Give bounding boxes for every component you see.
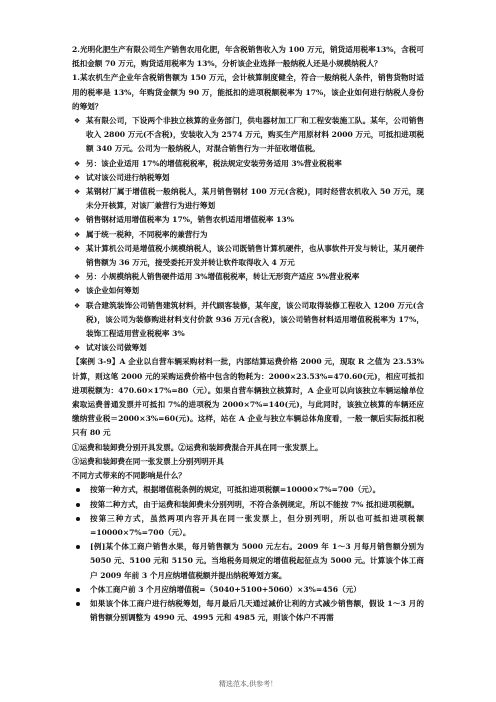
diamond-bullet-icon: ❖	[74, 301, 81, 310]
list-item: 个体工商户前 3 个月应纳增值税=（5040+5100+5060）×3%=456（元）	[72, 583, 424, 597]
diamond-bullet-icon: ❖	[74, 117, 81, 126]
list-item: ❖ 试对该公司进行纳税筹划	[72, 171, 424, 185]
list-item: ❖ 联合建筑装饰公司销售建筑材料，并代顾客装修，某年度，该公司取得装修工程收入 1200 万元(含税)，该公司为装修购进材料支付价款 936 万元(含税)，该公司销售材料适用增值税税率为 17%，装饰工程适用营业税税率 3%	[74, 300, 424, 339]
diamond-bullet-icon: ❖	[74, 159, 81, 168]
diamond-bullet-icon: ❖	[74, 216, 81, 225]
dot-bullet-icon	[76, 488, 80, 492]
dot-bullet-icon	[76, 602, 80, 606]
case-list	[72, 114, 424, 355]
list-item: 按第一种方式，根据增值税条例的规定，可抵扣进项税额=10000×7%=700（元）。	[72, 483, 424, 497]
list-item: [例]某个体工商户销售水果，每月销售额为 5000 元左右。2009 年 1～3 月每月销售额分别为 5050 元、5100 元和 5150 元。当地税务局规定的增值税起征点为 5000 元。计算该个体工商户 2009 年前 3 个月应纳增值税额并提出纳税筹划方案。	[72, 540, 424, 583]
list-item: ❖ 属于统一税种，不同税率的兼营行为	[72, 228, 424, 242]
diamond-bullet-icon: ❖	[74, 273, 81, 282]
question-2: 2.光明化肥生产有限公司生产销售农用化肥，年含税销售收入为 100 万元，销货适用税率13%，含税可抵扣金额 70 万元，购货适用税率为 13%，分析该企业选择一般纳税人还是小规模纳税人？	[72, 45, 424, 69]
invoice-option-1-2: ①运费和装卸费分别开具发票。②运费和装卸费混合开具在同一张发票上。	[72, 442, 323, 452]
page-footer: 精选范本,供参考！	[218, 680, 278, 688]
list-item: ❖ 某钢材厂属于增值税一般纳税人，某月销售钢材 100 万元(含税)，同时经营农机收入 50 万元，现未分开核算，对该厂兼营行为进行筹划	[74, 187, 424, 211]
answer-list	[72, 483, 424, 625]
list-item: ❖ 另：小规模纳税人销售硬件适用 3%增值税税率，转让无形资产适应 5%营业税率	[72, 270, 424, 284]
list-item: ❖ 某有限公司，下设两个非独立核算的业务部门，供电器材加工厂和工程安装施工队。某年，公司销售收入 2800 万元(不含税)，安装收入为 2574 万元，购买生产用原材料 2000 万元，可抵扣进项税额 340 万元。公司为一般纳税人，对混合销售行为一并征收增值税。	[74, 116, 424, 154]
list-item: ❖ 另：该企业适用 17%的增值税税率，税法规定安装劳务适用 3%营业税税率	[72, 157, 424, 171]
invoice-option-3: ③运费和装卸费在同一张发票上分别列明开具	[72, 456, 224, 466]
case-3-9: 【案例 3-9】A 企业以自营车辆采购材料一批，内部结算运费价格 2000 元，现取 R 之值为 23.53%计算，则这笔 2000 元的采购运费价格中包含的物耗为：2000×23.53%=470.60(元)，相应可抵扣进项税额为：470.60×17%=80（元）。如果自营车辆独立核算时，A 企业可以向该独立车辆运输单位索取运费普通发票并可抵扣 7%的进项税为 2000×7%=140(元)，与此同时，该独立核算的车辆还应缴纳营业税＝2000×3%=60(元)。这样，站在 A 企业与独立车辆总体角度看，一般一额后实际抵扣税只有 80 元	[72, 357, 424, 438]
document-body	[72, 43, 424, 625]
list-item: 如果该个体工商户进行纳税筹划，每月最后几天通过减价让利的方式减少销售额，假设 1～3 月的销售额分别调整为 4990 元、4995 元和 4985 元，则该个体户不再需	[72, 597, 424, 625]
list-item: ❖ 该企业如何筹划	[72, 284, 424, 298]
list-item: 按第二种方式，由于运费和装卸费未分别列明，不符合条例规定，所以不能按 7% 抵扣进项税额。	[72, 498, 424, 512]
diamond-bullet-icon: ❖	[74, 173, 81, 182]
diamond-bullet-icon: ❖	[74, 230, 81, 239]
dot-bullet-icon	[76, 517, 80, 521]
dot-bullet-icon	[76, 545, 80, 549]
diamond-bullet-icon: ❖	[74, 287, 81, 296]
diamond-bullet-icon: ❖	[74, 188, 81, 197]
list-item: ❖ 试对该公司做筹划	[72, 341, 424, 355]
list-item: 按第三种方式，虽然两项内容开具在同一张发票上，但分别列明，所以也可抵扣进项税额=10000×7%=700（元）。	[72, 512, 424, 540]
list-item: ❖ 销售钢材适用增值税率为 17%，销售农机适用增值税率 13%	[72, 213, 424, 227]
question-1: 1.某农机生产企业年含税销售额为 150 万元，会计核算制度健全，符合一般纳税人条件，销售货物时适用的税率是 13%，年购货金额为 90 万，能抵扣的进项税额税率为 17%，该企业如何进行纳税人身份的筹划？	[72, 73, 424, 111]
dot-bullet-icon	[76, 503, 80, 507]
diamond-bullet-icon: ❖	[74, 244, 81, 253]
diamond-bullet-icon: ❖	[74, 344, 81, 353]
dot-bullet-icon	[76, 588, 80, 592]
question-impact: 不同方式带来的不同影响是什么？	[72, 471, 186, 481]
list-item: ❖ 某计算机公司是增值税小规模纳税人，该公司既销售计算机硬件，也从事软件开发与转让，某月硬件销售额为 36 万元，接受委托开发并转让软件取得收入 4 万元	[74, 243, 424, 268]
